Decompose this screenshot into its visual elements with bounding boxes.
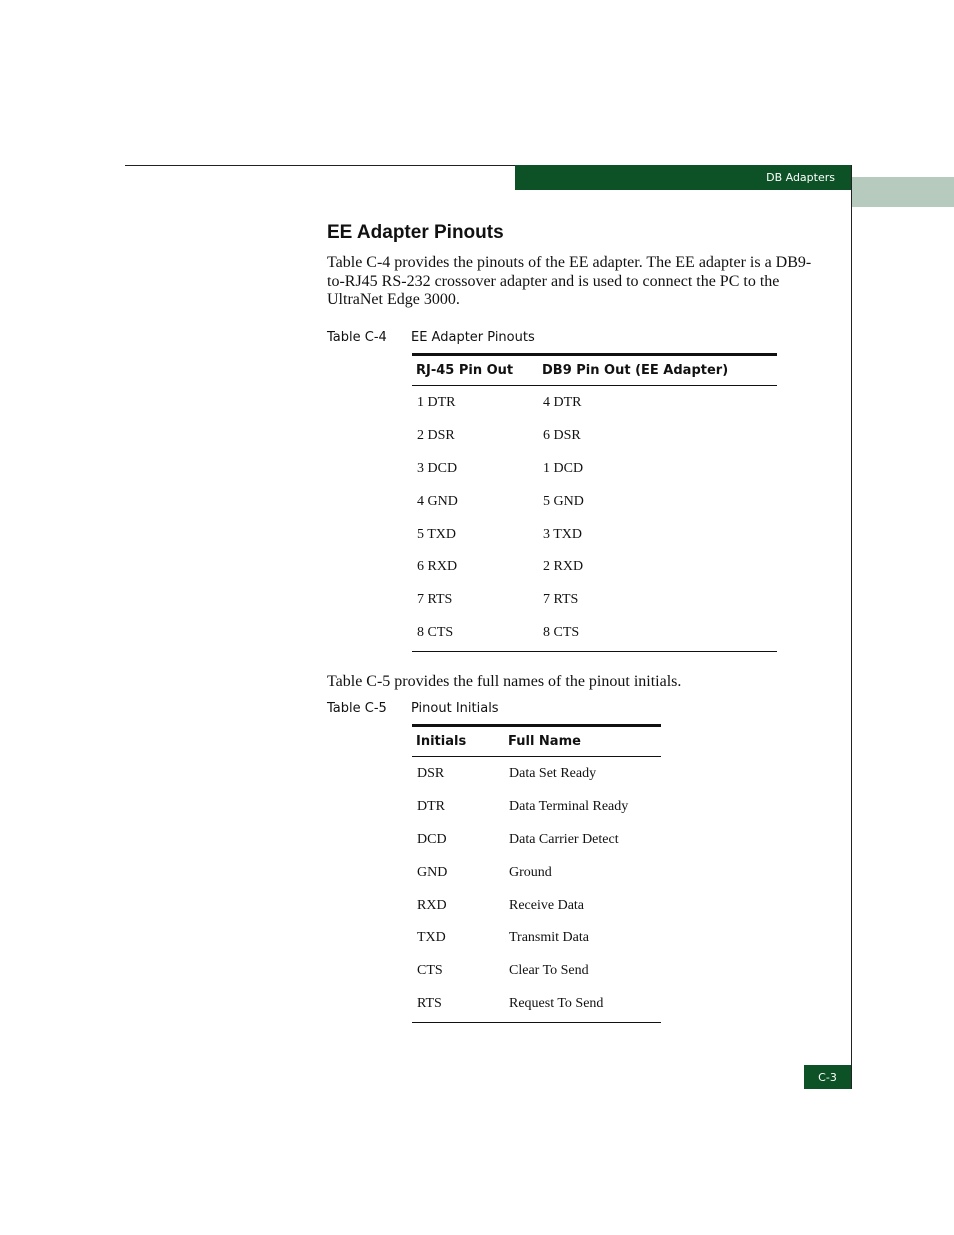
table-row [412, 387, 777, 420]
table-c4-header [412, 356, 777, 386]
column-header: Full Name [508, 734, 581, 749]
cell: 4 DTR [543, 395, 582, 411]
table-row [412, 889, 661, 922]
cell: 5 TXD [417, 526, 457, 542]
section-title: EE Adapter Pinouts [327, 222, 504, 243]
cell: 6 DSR [543, 428, 581, 444]
table-row [412, 485, 777, 518]
cell: 3 DCD [417, 460, 458, 476]
table-c4 [412, 353, 777, 652]
cell: TXD [417, 930, 446, 946]
column-header: DB9 Pin Out (EE Adapter) [542, 363, 729, 378]
table-row [412, 824, 661, 857]
table-row [412, 551, 777, 584]
table-row [412, 453, 777, 486]
page-number: C-3 [818, 1070, 837, 1084]
table-c4-body [412, 386, 777, 651]
cell: Request To Send [509, 995, 604, 1011]
column-header: RJ-45 Pin Out [416, 363, 514, 378]
cell: 7 RTS [543, 592, 579, 608]
cell: DCD [417, 831, 447, 847]
cell: 1 DCD [543, 460, 584, 476]
table-c5-title: Pinout Initials [411, 701, 499, 716]
chapter-side-tab [852, 177, 954, 207]
cell: GND [417, 864, 448, 880]
cell: Clear To Send [509, 963, 589, 979]
cell: Data Terminal Ready [509, 799, 629, 815]
cell: 2 RXD [543, 559, 584, 575]
cell: 6 RXD [417, 559, 458, 575]
table-row [412, 955, 661, 988]
table-c4-caption [327, 330, 535, 345]
table-row [412, 617, 777, 650]
cell: Data Set Ready [509, 766, 597, 782]
table-row [412, 988, 661, 1021]
column-header: Initials [416, 734, 467, 749]
cell: RTS [417, 995, 442, 1011]
cell: Data Carrier Detect [509, 831, 619, 847]
cell: Receive Data [509, 897, 585, 913]
intro-paragraph: Table C-4 provides the pinouts of the EE adapter. The EE adapter is a DB9-to-RJ45 RS-232 crossover adapter and is used to connect the PC to the UltraNet Edge 3000. [327, 254, 812, 308]
table-c4-number: Table C-4 [327, 330, 387, 345]
between-paragraph: Table C-5 provides the full names of the pinout initials. [327, 673, 682, 690]
cell: Ground [509, 864, 552, 880]
cell: DSR [417, 766, 445, 782]
cell: 8 CTS [543, 624, 580, 640]
section-header-bar [515, 165, 851, 190]
table-c5-body [412, 757, 661, 1022]
table-c5 [412, 724, 661, 1023]
table-row [412, 758, 661, 791]
margin-rule [851, 165, 852, 1089]
table-row [412, 420, 777, 453]
cell: Transmit Data [509, 930, 589, 946]
table-c5-caption [327, 701, 499, 716]
cell: 3 TXD [543, 526, 583, 542]
table-row [412, 791, 661, 824]
section-header-label: DB Adapters [766, 171, 835, 184]
page-number-badge [804, 1065, 851, 1089]
cell: CTS [417, 963, 443, 979]
table-row [412, 856, 661, 889]
cell: 2 DSR [417, 428, 455, 444]
table-c5-number: Table C-5 [327, 701, 387, 716]
cell: 7 RTS [417, 592, 453, 608]
cell: 1 DTR [417, 395, 456, 411]
cell: 4 GND [417, 493, 458, 509]
cell: DTR [417, 799, 445, 815]
table-row [412, 518, 777, 551]
table-c5-header [412, 727, 661, 757]
table-row [412, 922, 661, 955]
cell: 8 CTS [417, 624, 454, 640]
cell: 5 GND [543, 493, 584, 509]
header-rule [125, 165, 515, 166]
table-row [412, 584, 777, 617]
cell: RXD [417, 897, 447, 913]
table-c4-title: EE Adapter Pinouts [411, 330, 535, 345]
